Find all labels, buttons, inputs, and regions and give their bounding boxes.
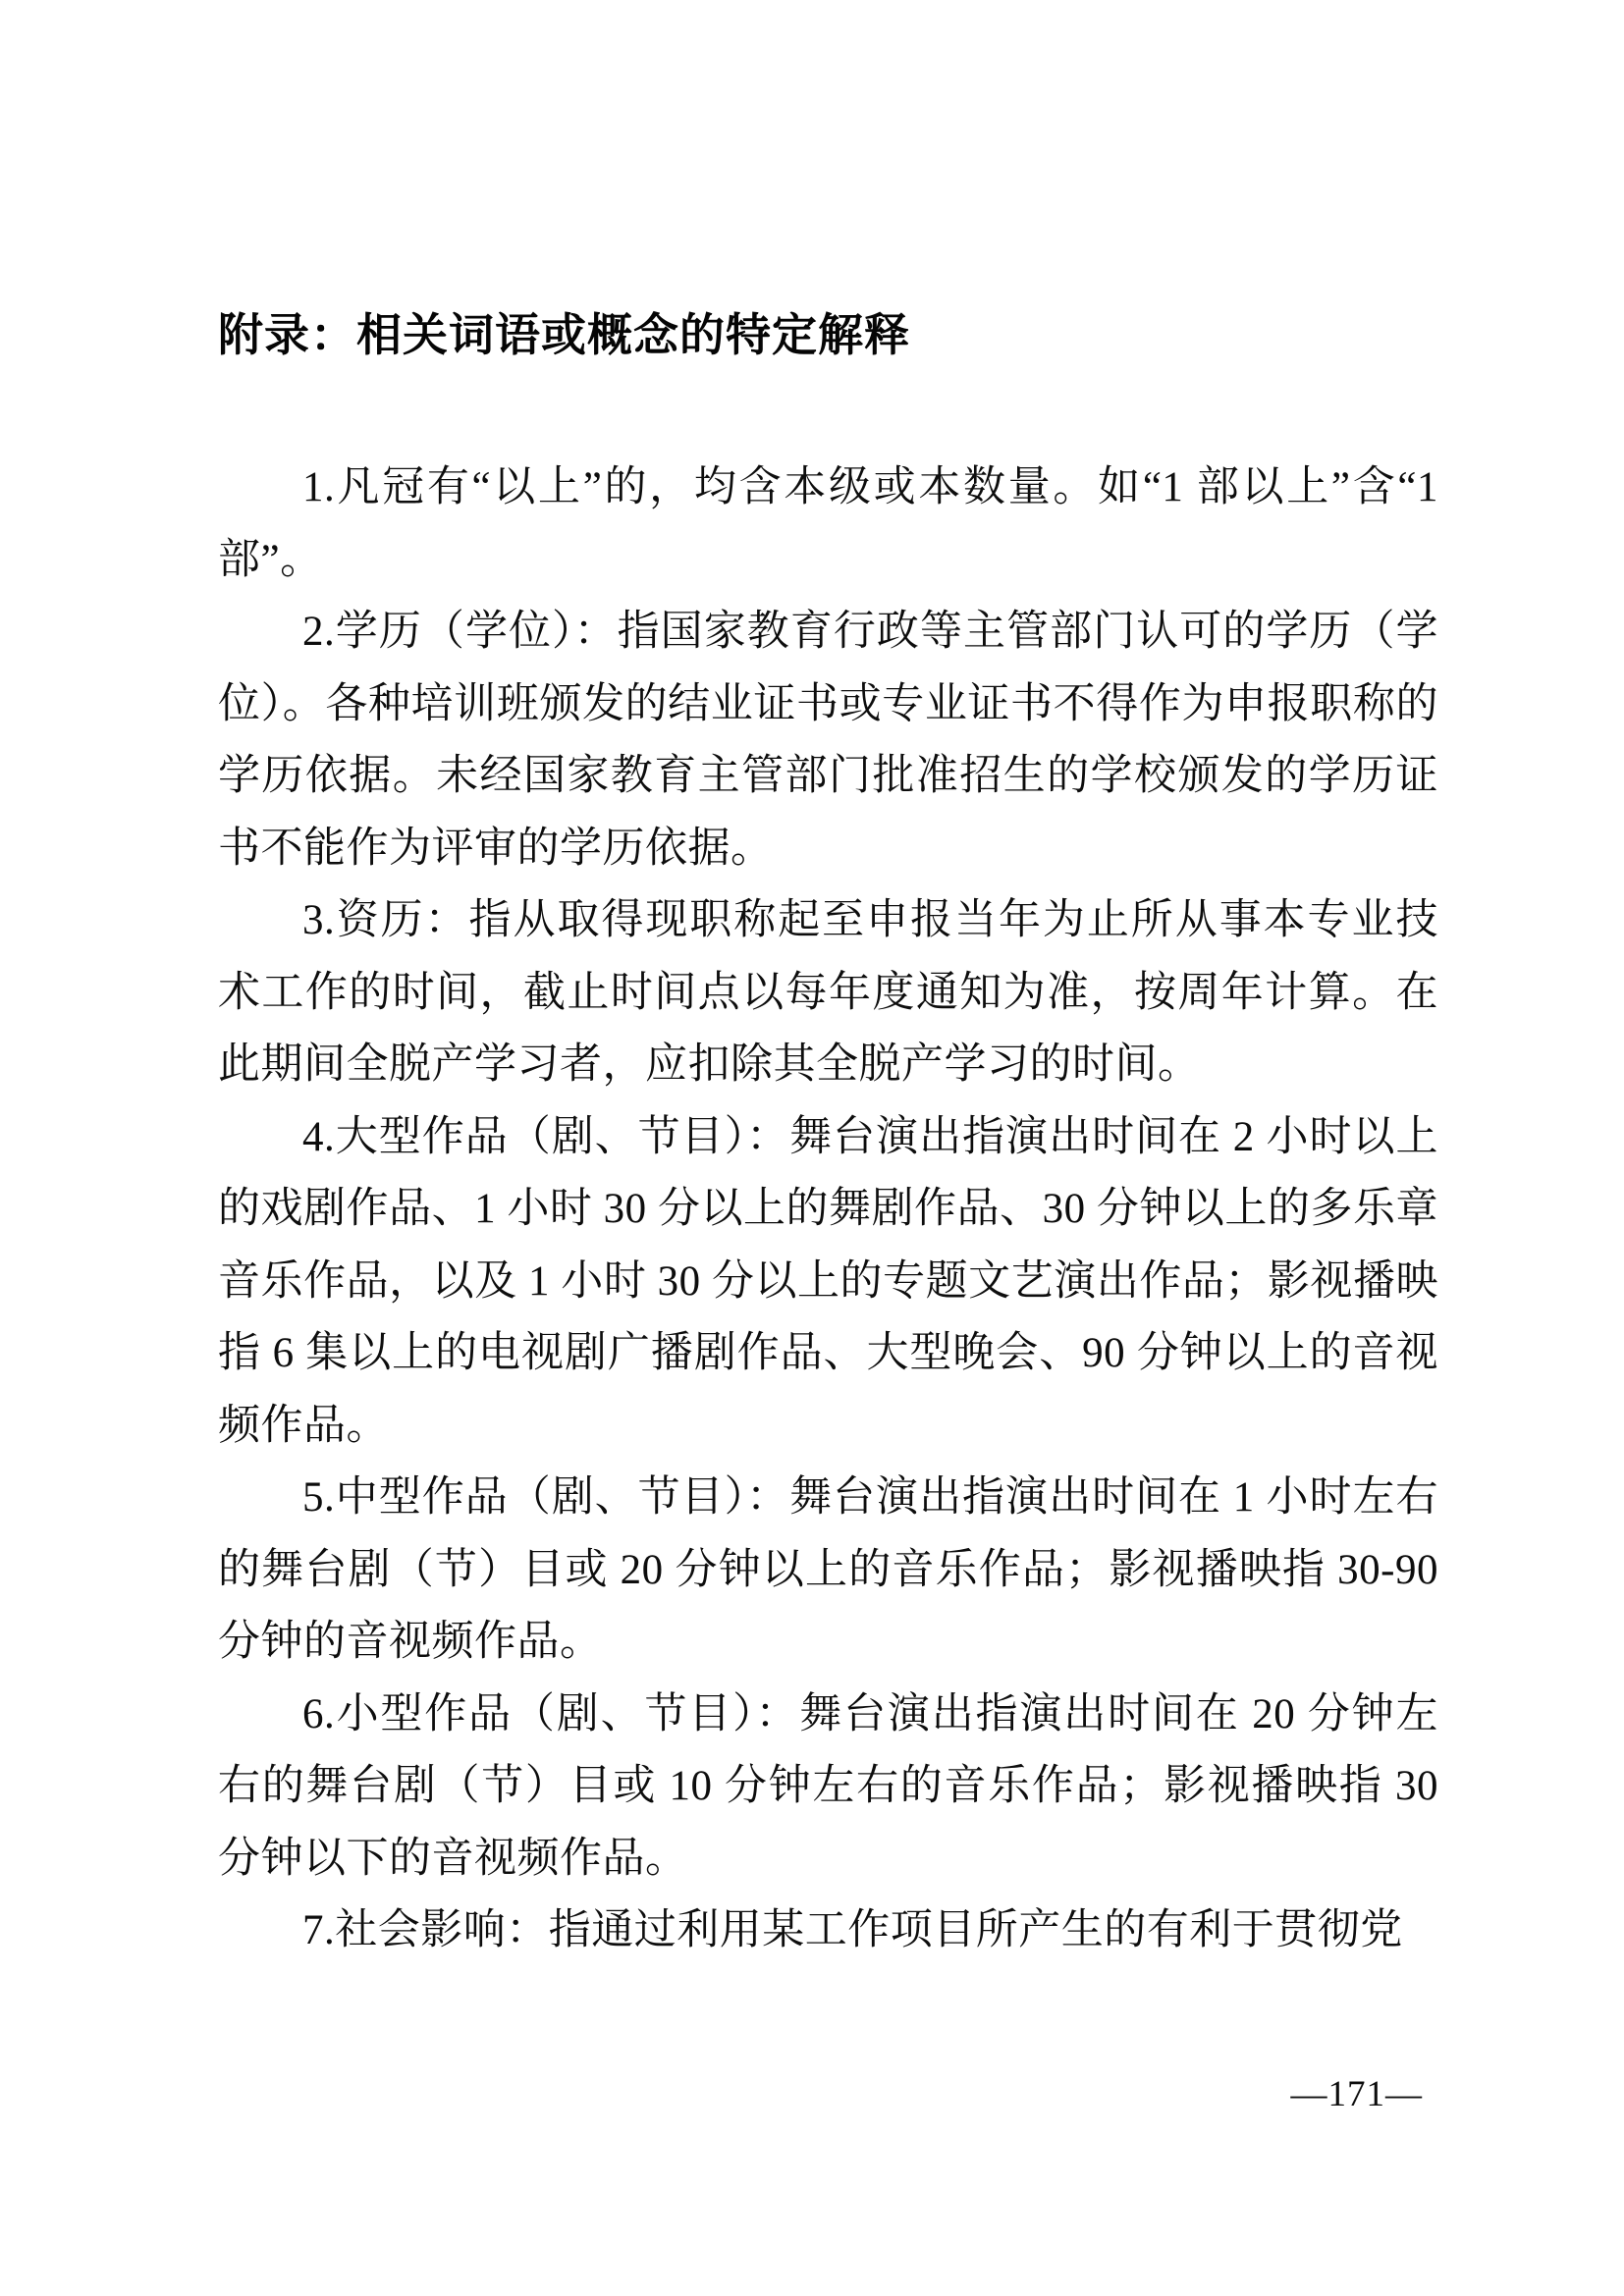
paragraph-3: 3.资历：指从取得现职称起至申报当年为止所从事本专业技术工作的时间，截止时间点以每年度通知为准，按周年计算。在此期间全脱产学习者，应扣除其全脱产学习的时间。	[218, 897, 1438, 1088]
paragraph-2: 2.学历（学位）：指国家教育行政等主管部门认可的学历（学位）。各种培训班颁发的结业证书或专业证书不得作为申报职称的学历依据。未经国家教育主管部门批准招生的学校颁发的学历证书不能作为评审的学历依据。	[218, 609, 1438, 872]
document-content	[218, 309, 1438, 1967]
paragraph-5: 5.中型作品（剧、节目）：舞台演出指演出时间在 1 小时左右的舞台剧（节）目或 20 分钟以上的音乐作品；影视播映指 30-90 分钟的音视频作品。	[218, 1474, 1438, 1665]
paragraph-6: 6.小型作品（剧、节目）：舞台演出指演出时间在 20 分钟左右的舞台剧（节）目或 10 分钟左右的音乐作品；影视播映指 30 分钟以下的音视频作品。	[218, 1690, 1438, 1882]
paragraph-7: 7.社会影响：指通过利用某工作项目所产生的有利于贯彻党	[302, 1907, 1403, 1953]
paragraph-4: 4.大型作品（剧、节目）：舞台演出指演出时间在 2 小时以上的戏剧作品、1 小时 30 分以上的舞剧作品、30 分钟以上的多乐章音乐作品，以及 1 小时 30 分以上的专题文艺演出作品；影视播映指 6 集以上的电视剧广播剧作品、大型晚会、90 分钟以上的音视频作品。	[218, 1113, 1438, 1449]
paragraph-1: 1.凡冠有“以上”的，均含本级或本数量。如“1 部以上”含“1 部”。	[218, 464, 1438, 583]
appendix-title: 附录：相关词语或概念的特定解释	[218, 309, 910, 360]
page-number: —171—	[1290, 2074, 1423, 2114]
document-body	[218, 452, 1438, 1967]
